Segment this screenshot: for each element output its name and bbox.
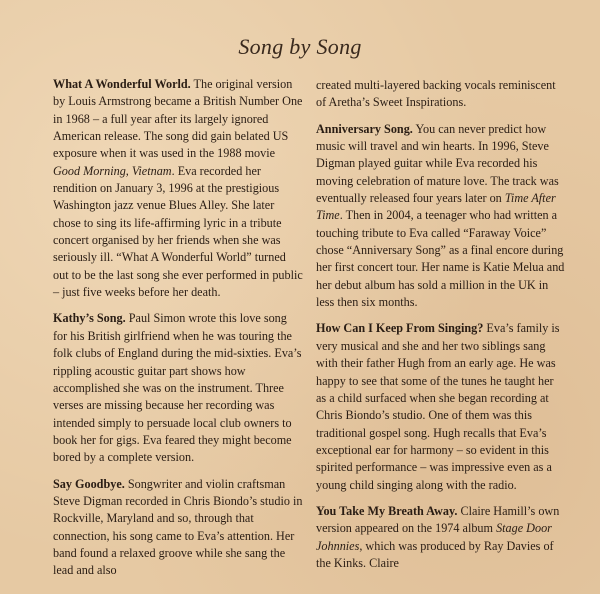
song-heading: How Can I Keep From Singing? bbox=[316, 321, 484, 336]
song-entry-say-goodbye: Say Goodbye. Songwriter and violin craftsman Steve Digman recorded in Chris Biondo’s studio in Rockville, Maryland and so, through that connection, his song came to Eva’s attention. Her band found a relaxed groove while she sang the lead and also bbox=[53, 476, 303, 578]
song-entry-how-can-i-keep-from-singing: How Can I Keep From Singing? Eva’s family is very musical and she and her two siblings sang with their father Hugh from an early age. He was happy to see that some of the tunes he taught her as a child surfaced when she began recording at Chris Biondo’s studio. One of them was this traditional gospel song. Hugh recalls that Eva’s exceptional ear for harmony – so evident in this spirited performance – was impressive even as a young child singing along with the radio. bbox=[316, 321, 560, 492]
song-entry-kathys-song: Kathy’s Song. Paul Simon wrote this love song for his British girlfriend when he was touring the folk clubs of England during the mid-sixties. Eva’s rippling acoustic guitar part shows how accomplished she was on the instrument. Three verses are missing because her recording was intended simply to persuade local club owners to book her for gigs. Eva feared they might become bored by a complete version. bbox=[53, 311, 302, 465]
song-heading: You Take My Breath Away. bbox=[316, 503, 458, 518]
left-column bbox=[53, 76, 303, 580]
song-entry-say-goodbye-continued: created multi-layered backing vocals reminiscent of Aretha’s Sweet Inspirations. bbox=[316, 78, 556, 110]
italic-title: Good Morning, Vietnam bbox=[53, 163, 172, 178]
song-heading: Kathy’s Song. bbox=[53, 311, 126, 326]
song-heading: Say Goodbye. bbox=[53, 476, 125, 491]
song-heading: Anniversary Song. bbox=[316, 121, 413, 136]
song-entry-anniversary-song: Anniversary Song. You can never predict how music will travel and win hearts. In 1996, Steve Digman played guitar while Eva recorded his moving celebration of mature love. The track was eventually released four years later on Time After Time. Then in 2004, a teenager who had written a touching tribute to Eva called “Faraway Voice” chose “Anniversary Song” as a final encore during her first concert tour. Her name is Katie Melua and her debut album has sold a million in the UK in less then six months. bbox=[316, 121, 565, 310]
italic-title: Stage Door Johnnies bbox=[316, 521, 552, 553]
song-entry-you-take-my-breath-away: You Take My Breath Away. Claire Hamill’s own version appeared on the 1974 album Stage Door Johnnies, which was produced by Ray Davies of the Kinks. Claire bbox=[316, 503, 560, 570]
page-title: Song by Song bbox=[238, 34, 362, 59]
italic-title: Time After Time bbox=[316, 191, 556, 223]
right-column bbox=[316, 77, 566, 581]
song-heading: What A Wonderful World. bbox=[53, 77, 191, 91]
song-entry-what-a-wonderful-world: What A Wonderful World. The original version by Louis Armstrong became a British Number One in 1968 – a full year after its largely ignored American release. The song did gain belated US exposure when it was used in the 1988 movie Good Morning, Vietnam. Eva recorded her rendition on January 3, 1996 at the prestigious Washington jazz venue Blues Alley. She later chose to sing its life-affirming lyric in a tribute concert organised by her friends when she was seriously ill. “What A Wonderful World” turned out to be the last song she ever performed in public – just five weeks before her death. bbox=[53, 77, 303, 300]
